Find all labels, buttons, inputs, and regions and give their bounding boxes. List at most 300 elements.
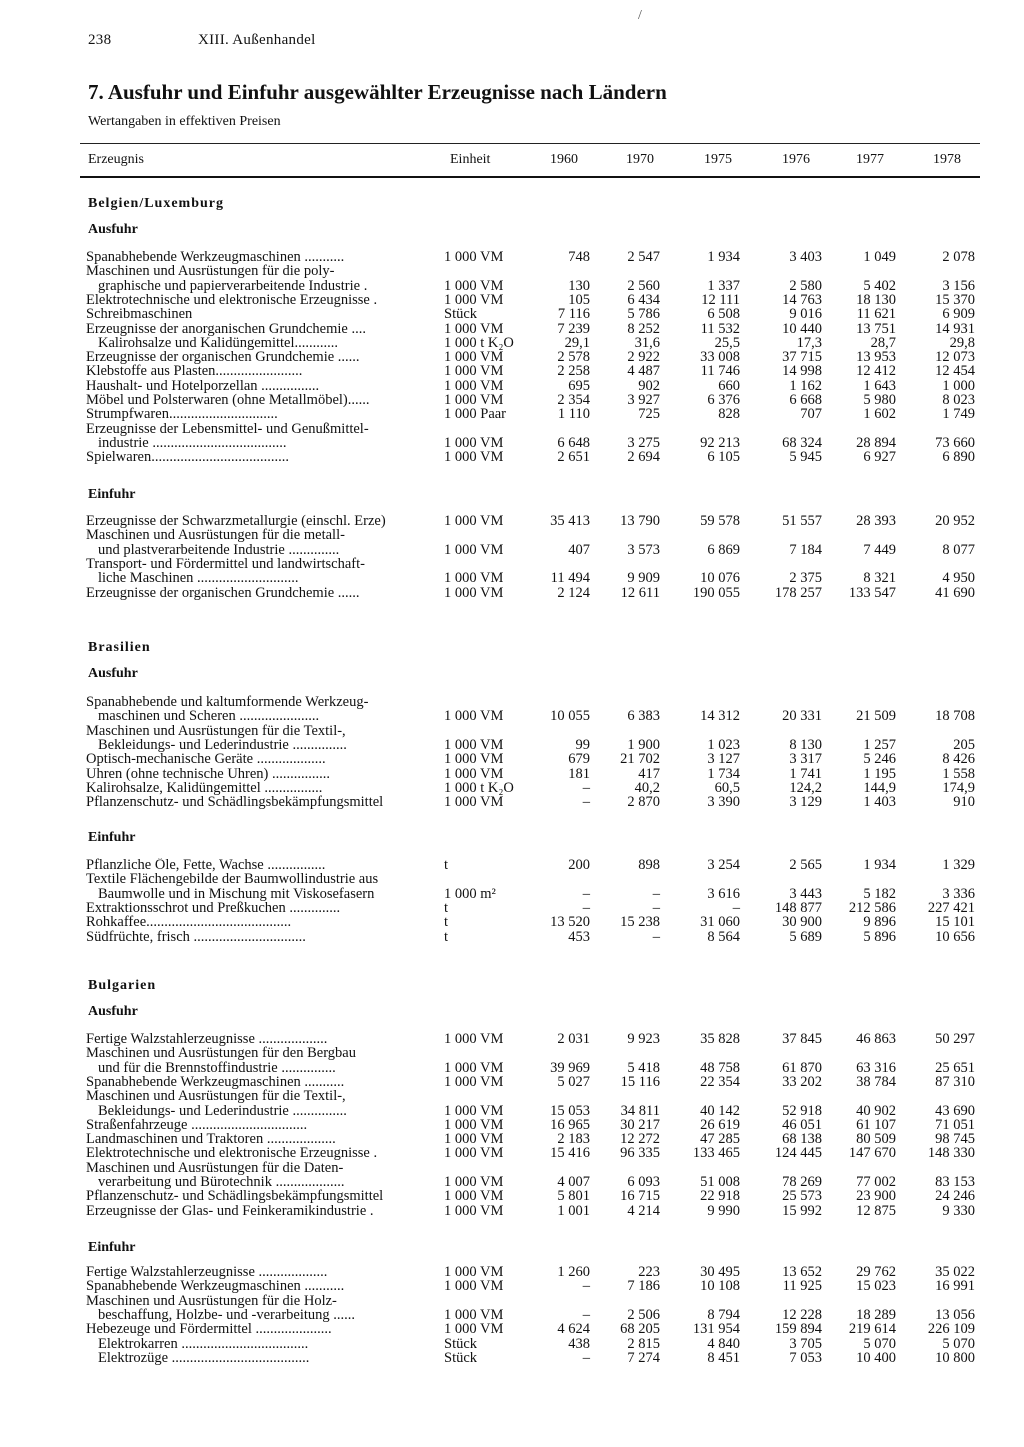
cell-1975: 1 934	[707, 249, 740, 265]
cell-1978: 227 421	[927, 899, 975, 916]
table-row	[0, 1351, 1024, 1366]
cell-1978: 1 749	[942, 406, 975, 423]
row-unit: Stück	[444, 306, 478, 323]
cell-1976: 37 845	[782, 1031, 822, 1047]
row-unit: 1 000 VM	[444, 1073, 504, 1090]
cell-1976: 20 331	[782, 708, 822, 725]
cell-1970: 12 272	[620, 1131, 660, 1148]
cell-1976: 30 900	[782, 914, 822, 931]
cell-1975: 59 578	[700, 513, 740, 529]
row-label: Elektrokarren ...................................	[98, 1336, 309, 1352]
cell-1978: 3 156	[942, 277, 975, 294]
cell-1977: 219 614	[848, 1321, 896, 1338]
row-unit: 1 000 VM	[444, 736, 504, 753]
cell-1960: –	[582, 779, 590, 796]
row-label: Spanabhebende Werkzeugmaschinen ...........	[86, 1279, 345, 1295]
cell-1976: 14 998	[782, 363, 822, 380]
cell-1970: 725	[638, 406, 660, 423]
cell-1975: 1 023	[707, 736, 740, 753]
cell-1960: 2 258	[557, 363, 590, 380]
cell-1977: 5 980	[863, 392, 896, 408]
row-label: Erzeugnisse der anorganischen Grundchemie ....	[86, 321, 366, 337]
cell-1977: 1 934	[863, 857, 896, 873]
row-unit: 1 000 VM	[444, 541, 504, 558]
cell-1977: 77 002	[856, 1174, 896, 1190]
cell-1970: 68 205	[620, 1321, 660, 1338]
cell-1975: 51 008	[700, 1174, 740, 1190]
cell-1976: 1 162	[789, 377, 822, 394]
table-row	[0, 1322, 1024, 1337]
row-unit: t	[444, 928, 449, 945]
cell-1978: 6 890	[942, 449, 975, 466]
country-heading: Bulgarien	[88, 978, 157, 993]
cell-1976: 5 945	[789, 449, 822, 466]
cell-1977: 5 402	[863, 277, 896, 294]
row-unit: 1 000 VM	[444, 1102, 504, 1119]
row-unit: 1 000 VM	[444, 349, 504, 366]
cell-1975: 22 354	[700, 1073, 740, 1090]
cell-1970: 5 418	[627, 1059, 660, 1076]
cell-1976: 17,3	[796, 334, 822, 351]
cell-1960: 16 965	[550, 1116, 590, 1133]
cell-1970: 40,2	[634, 779, 660, 796]
cell-1975: 3 616	[707, 885, 740, 902]
cell-1976: 46 051	[782, 1116, 822, 1133]
cell-1976: 68 138	[782, 1131, 822, 1148]
cell-1977: 38 784	[856, 1073, 896, 1090]
row-label: maschinen und Scheren ......................	[98, 709, 320, 725]
cell-1960: 407	[568, 541, 590, 558]
cell-1977: 133 547	[848, 584, 896, 601]
cell-1977: 63 316	[856, 1059, 896, 1076]
cell-1976: 3 317	[789, 751, 822, 768]
table-row	[0, 1089, 1024, 1104]
row-label: Maschinen und Ausrüstungen für die Textil-,	[86, 723, 346, 739]
col-1976: 1976	[782, 152, 810, 167]
cell-1975: 60,5	[714, 779, 740, 796]
cell-1975: 11 746	[700, 363, 740, 380]
cell-1970: 902	[638, 377, 660, 394]
cell-1976: 10 440	[782, 320, 822, 337]
row-label: und plastverarbeitende Industrie ..............	[98, 542, 340, 558]
col-1978: 1978	[933, 152, 961, 167]
cell-1970: 2 815	[627, 1335, 660, 1352]
row-label: Baumwolle und in Mischung mit Viskosefasern	[98, 886, 375, 902]
row-label: Uhren (ohne technische Uhren) ................	[86, 766, 331, 782]
cell-1977: 80 509	[856, 1131, 896, 1148]
row-unit: 1 000 VM	[444, 291, 504, 308]
cell-1970: 16 715	[620, 1188, 660, 1205]
column-headers	[0, 152, 1024, 176]
cell-1976: 124 445	[774, 1145, 822, 1162]
chapter-title: XIII. Außenhandel	[198, 32, 316, 48]
cell-1960: 15 053	[550, 1102, 590, 1119]
cell-1978: 6 909	[942, 306, 975, 323]
row-unit: Stück	[444, 1335, 478, 1352]
cell-1970: 31,6	[634, 334, 660, 351]
cell-1978: 73 660	[935, 434, 975, 451]
cell-1970: 6 383	[627, 708, 660, 725]
row-unit: t	[444, 899, 449, 916]
row-label: Landmaschinen und Traktoren ...................	[86, 1132, 336, 1148]
cell-1977: 18 130	[856, 291, 896, 308]
row-label: Kalirohsalze, Kalidüngemittel ................	[86, 780, 323, 796]
table-row	[0, 307, 1024, 322]
cell-1975: 190 055	[692, 584, 740, 601]
table-row	[0, 709, 1024, 724]
cell-1978: 12 454	[935, 363, 975, 380]
cell-1976: 7 184	[789, 541, 822, 558]
row-label: Erzeugnisse der Lebensmittel- und Genußmittel-	[86, 421, 369, 437]
col-1970: 1970	[626, 152, 654, 167]
row-unit: 1 000 VM	[444, 794, 504, 811]
cell-1978: 43 690	[935, 1102, 975, 1119]
row-label: Elektrotechnische und elektronische Erzeugnisse .	[86, 1146, 378, 1162]
country-heading: Brasilien	[88, 640, 151, 655]
cell-1975: 8 794	[707, 1306, 740, 1323]
cell-1975: 48 758	[700, 1059, 740, 1076]
cell-1975: 22 918	[700, 1188, 740, 1205]
cell-1970: 2 922	[627, 349, 660, 366]
cell-1978: 15 370	[935, 291, 975, 308]
cell-1970: 4 214	[627, 1202, 660, 1219]
row-label: Straßenfahrzeuge ................................	[86, 1117, 308, 1133]
cell-1977: 46 863	[856, 1031, 896, 1047]
cell-1976: 61 870	[782, 1059, 822, 1076]
row-label: graphische und papierverarbeitende Industrie .	[98, 278, 368, 294]
cell-1976: 51 557	[782, 513, 822, 529]
cell-1970: 13 790	[620, 513, 660, 529]
row-label: industrie .....................................	[98, 435, 287, 451]
row-label: Maschinen und Ausrüstungen für die metall-	[86, 528, 345, 544]
row-label: Transport- und Fördermittel und landwirtschaft-	[86, 556, 365, 572]
row-unit: 1 000 VM	[444, 584, 504, 601]
row-unit: 1 000 m²	[444, 885, 496, 902]
cell-1975: 12 111	[701, 291, 740, 308]
cell-1976: 7 053	[789, 1349, 822, 1366]
cell-1960: 200	[568, 857, 590, 873]
section-ausfuhr: Ausfuhr	[88, 1004, 138, 1019]
cell-1960: 6 648	[557, 434, 590, 451]
row-unit: 1 000 VM	[444, 1306, 504, 1323]
row-label: liche Maschinen ............................	[98, 571, 299, 587]
cell-1978: 25 651	[935, 1059, 975, 1076]
cell-1976: 6 668	[789, 392, 822, 408]
row-label: Pflanzenschutz- und Schädlingsbekämpfungsmittel	[86, 795, 384, 811]
row-unit: Stück	[444, 1349, 478, 1366]
cell-1978: 3 336	[942, 885, 975, 902]
row-label: Bekleidungs- und Lederindustrie ...............	[98, 737, 347, 753]
row-unit: t	[444, 857, 449, 873]
cell-1978: 35 022	[935, 1264, 975, 1280]
cell-1975: 4 840	[707, 1335, 740, 1352]
table-row	[0, 586, 1024, 601]
cell-1977: 1 195	[863, 765, 896, 782]
cell-1976: 15 992	[782, 1202, 822, 1219]
cell-1975: 26 619	[700, 1116, 740, 1133]
cell-1978: 2 078	[942, 249, 975, 265]
cell-1976: 78 269	[782, 1174, 822, 1190]
row-label: und für die Brennstoffindustrie ...............	[98, 1060, 336, 1076]
table-row	[0, 930, 1024, 945]
row-unit: 1 000 VM	[444, 708, 504, 725]
cell-1975: 1 337	[707, 277, 740, 294]
cell-1960: –	[582, 1349, 590, 1366]
cell-1975: 660	[718, 377, 740, 394]
cell-1970: 7 274	[627, 1349, 660, 1366]
row-label: Klebstoffe aus Plasten........................	[86, 364, 303, 380]
cell-1977: 11 621	[856, 306, 896, 323]
cell-1970: 2 547	[627, 249, 660, 265]
table-row	[0, 407, 1024, 422]
cell-1977: 29 762	[856, 1264, 896, 1280]
col-einheit: Einheit	[450, 152, 491, 167]
cell-1975: 30 495	[700, 1264, 740, 1280]
cell-1978: 15 101	[935, 914, 975, 931]
row-label: Maschinen und Ausrüstungen für den Bergbau	[86, 1046, 356, 1062]
cell-1977: 8 321	[863, 570, 896, 587]
cell-1975: 6 105	[707, 449, 740, 466]
section-einfuhr: Einfuhr	[88, 830, 136, 845]
row-unit: 1 000 VM	[444, 1145, 504, 1162]
cell-1978: 12 073	[935, 349, 975, 366]
cell-1978: 29,8	[949, 334, 975, 351]
cell-1975: 133 465	[692, 1145, 740, 1162]
cell-1978: 910	[953, 794, 975, 811]
table-subtitle: Wertangaben in effektiven Preisen	[88, 114, 281, 129]
cell-1975: 8 451	[707, 1349, 740, 1366]
row-label: Fertige Walzstahlerzeugnisse ...................	[86, 1032, 328, 1047]
cell-1975: 3 390	[707, 794, 740, 811]
table-row	[0, 571, 1024, 586]
row-unit: 1 000 Paar	[444, 406, 507, 423]
cell-1960: 99	[575, 736, 590, 753]
table-row	[0, 858, 1024, 873]
cell-1976: 8 130	[789, 736, 822, 753]
table-row	[0, 250, 1024, 265]
cell-1960: 2 183	[557, 1131, 590, 1148]
cell-1975: 828	[718, 406, 740, 423]
row-label: beschaffung, Holzbe- und -verarbeitung ......	[98, 1307, 356, 1323]
cell-1960: –	[582, 1278, 590, 1295]
row-unit: 1 000 VM	[444, 363, 504, 380]
page-number: 238	[88, 32, 112, 48]
table-row	[0, 543, 1024, 558]
cell-1977: 12 875	[856, 1202, 896, 1219]
row-label: Maschinen und Ausrüstungen für die poly-	[86, 264, 335, 280]
cell-1970: 21 702	[620, 751, 660, 768]
cell-1977: 23 900	[856, 1188, 896, 1205]
cell-1975: 10 108	[700, 1278, 740, 1295]
cell-1960: 748	[568, 249, 590, 265]
cell-1975: 3 127	[707, 751, 740, 768]
cell-1976: 2 580	[789, 277, 822, 294]
cell-1976: 52 918	[782, 1102, 822, 1119]
cell-1960: 39 969	[550, 1059, 590, 1076]
cell-1975: 14 312	[700, 708, 740, 725]
row-unit: 1 000 VM	[444, 513, 504, 529]
row-label: Erzeugnisse der Glas- und Feinkeramikindustrie .	[86, 1203, 374, 1219]
row-unit: 1 000 VM	[444, 320, 504, 337]
row-unit: 1 000 VM	[444, 1264, 504, 1280]
page-header	[88, 32, 316, 49]
cell-1976: 12 228	[782, 1306, 822, 1323]
row-label: Bekleidungs- und Lederindustrie ...............	[98, 1103, 347, 1119]
row-label: Strumpfwaren..............................	[86, 407, 278, 423]
cell-1970: 4 487	[627, 363, 660, 380]
cell-1960: –	[582, 1306, 590, 1323]
cell-1970: 898	[638, 857, 660, 873]
cell-1978: 87 310	[935, 1073, 975, 1090]
table-row	[0, 1146, 1024, 1161]
cell-1978: 8 077	[942, 541, 975, 558]
cell-1970: 7 186	[627, 1278, 660, 1295]
cell-1975: 35 828	[700, 1031, 740, 1047]
section-ausfuhr: Ausfuhr	[88, 222, 138, 237]
cell-1960: 5 027	[557, 1073, 590, 1090]
cell-1975: 6 376	[707, 392, 740, 408]
cell-1960: 13 520	[550, 914, 590, 931]
row-unit: 1 000 VM	[444, 570, 504, 587]
cell-1976: 13 652	[782, 1264, 822, 1280]
cell-1977: 9 896	[863, 914, 896, 931]
cell-1960: 2 578	[557, 349, 590, 366]
cell-1975: 9 990	[707, 1202, 740, 1219]
row-unit: 1 000 VM	[444, 249, 504, 265]
cell-1978: 50 297	[935, 1031, 975, 1047]
row-unit: 1 000 VM	[444, 434, 504, 451]
row-label: Erzeugnisse der organischen Grundchemie ......	[86, 350, 360, 366]
row-unit: 1 000 t K₂O	[444, 334, 514, 351]
cell-1970: 3 573	[627, 541, 660, 558]
cell-1960: 35 413	[550, 513, 590, 529]
cell-1976: 25 573	[782, 1188, 822, 1205]
cell-1976: 2 375	[789, 570, 822, 587]
cell-1960: 15 416	[550, 1145, 590, 1162]
cell-1977: 5 070	[863, 1335, 896, 1352]
cell-1970: 417	[638, 765, 660, 782]
row-unit: 1 000 VM	[444, 765, 504, 782]
cell-1978: 5 070	[942, 1335, 975, 1352]
col-1977: 1977	[856, 152, 884, 167]
cell-1975: 6 508	[707, 306, 740, 323]
cell-1977: 1 257	[863, 736, 896, 753]
cell-1978: 14 931	[935, 320, 975, 337]
cell-1975: 40 142	[700, 1102, 740, 1119]
section-einfuhr: Einfuhr	[88, 487, 136, 502]
cell-1975: 1 734	[707, 765, 740, 782]
cell-1970: 2 870	[627, 794, 660, 811]
row-unit: 1 000 VM	[444, 1059, 504, 1076]
cell-1960: 1 001	[557, 1202, 590, 1219]
row-unit: 1 000 VM	[444, 277, 504, 294]
cell-1977: 7 449	[863, 541, 896, 558]
cell-1978: 18 708	[935, 708, 975, 725]
cell-1970: 3 927	[627, 392, 660, 408]
row-unit: 1 000 VM	[444, 751, 504, 768]
cell-1970: 30 217	[620, 1116, 660, 1133]
cell-1976: 11 925	[782, 1278, 822, 1295]
row-label: Haushalt- und Hotelporzellan ................	[86, 378, 320, 394]
cell-1977: 12 412	[856, 363, 896, 380]
row-label: Spanabhebende und kaltumformende Werkzeug-	[86, 695, 369, 710]
row-unit: 1 000 VM	[444, 1188, 504, 1205]
row-unit: 1 000 VM	[444, 1131, 504, 1148]
cell-1960: 5 801	[557, 1188, 590, 1205]
cell-1970: –	[652, 928, 660, 945]
cell-1960: 453	[568, 928, 590, 945]
cell-1977: 13 953	[856, 349, 896, 366]
cell-1970: 2 694	[627, 449, 660, 466]
cell-1960: 4 624	[557, 1321, 590, 1338]
row-label: Pflanzenschutz- und Schädlingsbekämpfungsmittel	[86, 1189, 384, 1205]
header-rule-bottom	[80, 176, 980, 178]
cell-1978: 205	[953, 736, 975, 753]
cell-1977: 1 643	[863, 377, 896, 394]
cell-1977: 144,9	[863, 779, 896, 796]
cell-1975: 6 869	[707, 541, 740, 558]
cell-1978: 1 000	[942, 377, 975, 394]
cell-1970: 1 900	[627, 736, 660, 753]
scan-mark: /	[638, 8, 642, 23]
cell-1970: –	[652, 885, 660, 902]
cell-1970: 15 238	[620, 914, 660, 931]
cell-1970: 5 786	[627, 306, 660, 323]
row-label: Spielwaren......................................	[86, 450, 289, 466]
col-1960: 1960	[550, 152, 578, 167]
cell-1970: 2 506	[627, 1306, 660, 1323]
cell-1975: 31 060	[700, 914, 740, 931]
row-label: Elektrotechnische und elektronische Erzeugnisse .	[86, 292, 378, 308]
cell-1960: –	[582, 885, 590, 902]
cell-1970: 9 923	[627, 1031, 660, 1047]
cell-1977: 13 751	[856, 320, 896, 337]
cell-1976: 9 016	[789, 306, 822, 323]
cell-1960: –	[582, 794, 590, 811]
cell-1977: 28 393	[856, 513, 896, 529]
table-row	[0, 795, 1024, 810]
cell-1977: 28,7	[870, 334, 896, 351]
row-label: Textile Flächengebilde der Baumwollindustrie aus	[86, 872, 379, 888]
cell-1970: 3 275	[627, 434, 660, 451]
row-label: Elektrozüge ......................................	[98, 1350, 310, 1366]
row-unit: 1 000 VM	[444, 1031, 504, 1047]
table-row	[0, 1075, 1024, 1090]
col-1975: 1975	[704, 152, 732, 167]
section-einfuhr: Einfuhr	[88, 1240, 136, 1255]
table-title: 7. Ausfuhr und Einfuhr ausgewählter Erzeugnisse nach Ländern	[88, 80, 667, 104]
row-label: Südfrüchte, frisch ...............................	[86, 929, 306, 945]
row-label: Spanabhebende Werkzeugmaschinen ...........	[86, 250, 345, 265]
cell-1960: 11 494	[550, 570, 590, 587]
row-label: Pflanzliche Öle, Fette, Wachse ................	[86, 858, 326, 873]
cell-1976: 14 763	[782, 291, 822, 308]
cell-1978: 83 153	[935, 1174, 975, 1190]
cell-1977: 18 289	[856, 1306, 896, 1323]
cell-1970: 9 909	[627, 570, 660, 587]
cell-1976: 3 129	[789, 794, 822, 811]
cell-1978: 24 246	[935, 1188, 975, 1205]
cell-1977: 212 586	[848, 899, 896, 916]
cell-1960: 2 354	[557, 392, 590, 408]
cell-1970: 34 811	[620, 1102, 660, 1119]
row-unit: 1 000 VM	[444, 377, 504, 394]
cell-1977: 5 182	[863, 885, 896, 902]
row-label: Optisch-mechanische Geräte ...................	[86, 752, 326, 768]
row-unit: 1 000 t K₂O	[444, 779, 514, 796]
cell-1960: 2 124	[557, 584, 590, 601]
cell-1970: 8 252	[627, 320, 660, 337]
